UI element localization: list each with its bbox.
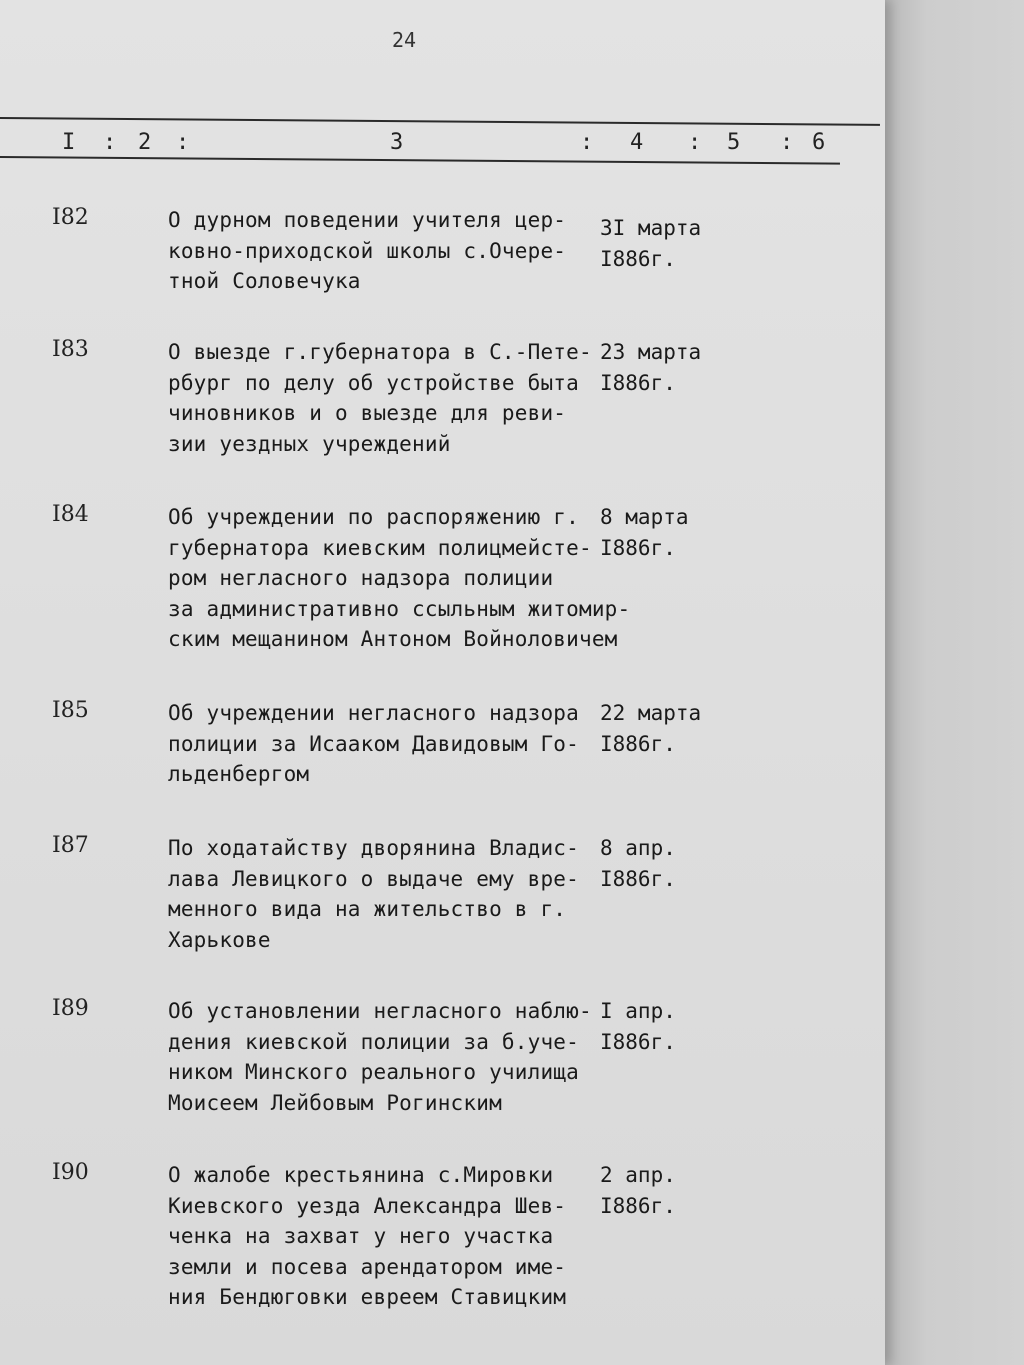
title-line: ром негласного надзора полиции <box>168 566 554 590</box>
title-line: за административно ссыльным житомир- <box>168 596 631 621</box>
title-line: тной Соловечука <box>168 269 361 293</box>
entry-number: I87 <box>52 833 89 858</box>
date-line: I886г. <box>600 1193 676 1218</box>
title-line: ния Бендюговки евреем Ставицким <box>168 1285 567 1309</box>
title-line: льденбергом <box>168 762 310 786</box>
column-header-1: I <box>62 130 76 155</box>
date-line: I886г. <box>600 731 676 756</box>
title-line: менного вида на жительство в г. <box>168 897 567 921</box>
date-line: 3I марта <box>600 216 702 240</box>
date-line: 2 апр. <box>600 1163 676 1187</box>
entry-date <box>600 337 730 398</box>
date-line: I апр. <box>600 999 676 1023</box>
entry-date <box>600 833 730 894</box>
title-line: Моисеем Лейбовым Рогинским <box>168 1090 502 1115</box>
title-line: ским мещанином Антоном Войноловичем <box>168 627 618 651</box>
date-line: I886г. <box>600 1029 676 1054</box>
entry-number: I82 <box>52 205 89 230</box>
entry-date <box>600 996 730 1057</box>
entry-title <box>168 833 598 955</box>
title-line: полиции за Исааком Давидовым Го- <box>168 731 579 756</box>
entry-title <box>168 698 598 790</box>
column-header-2: 2 <box>138 130 152 155</box>
entry-number: I85 <box>52 698 89 723</box>
entry-title <box>168 996 598 1118</box>
title-line: ником Минского реального училища <box>168 1060 579 1084</box>
title-line: По ходатайству дворянина Владис- <box>168 836 579 860</box>
title-line: земли и посева арендатором име- <box>168 1254 567 1279</box>
column-header-6: 6 <box>812 130 826 155</box>
title-line: Об учреждении негласного надзора <box>168 701 579 725</box>
column-header-5: 5 <box>727 130 741 155</box>
title-line: Об учреждении по распоряжению г. <box>168 505 579 529</box>
column-separator: : <box>688 130 702 155</box>
title-line: Об установлении негласного наблю- <box>168 999 592 1023</box>
page-number: 24 <box>392 28 417 52</box>
date-line: 23 марта <box>600 340 702 364</box>
column-separator: : <box>580 130 594 155</box>
date-line: I886г. <box>600 370 676 395</box>
column-header-3: 3 <box>390 130 404 155</box>
entry-number: I84 <box>52 502 89 527</box>
title-line: губернатора киевским полицмейсте- <box>168 535 592 560</box>
title-line: О жалобе крестьянина с.Мировки <box>168 1163 554 1187</box>
date-line: 8 апр. <box>600 836 676 860</box>
title-line: ковно-приходской школы с.Очере- <box>168 238 567 263</box>
column-separator: : <box>103 130 117 155</box>
date-line: I886г. <box>600 246 676 271</box>
entry-title <box>168 502 631 655</box>
title-line: О дурном поведении учителя цер- <box>168 208 567 232</box>
title-line: рбург по делу об устройстве быта <box>168 370 579 395</box>
entry-number: I83 <box>52 337 89 362</box>
title-line: дения киевской полиции за б.уче- <box>168 1029 579 1054</box>
table-header-bottom-rule <box>0 156 840 165</box>
column-separator: : <box>176 130 190 155</box>
date-line: 8 марта <box>600 505 689 529</box>
title-line: ченка на захват у него участка <box>168 1224 554 1248</box>
entry-title <box>168 1160 598 1313</box>
entry-number: I90 <box>52 1160 89 1185</box>
page-edge-shadow <box>885 0 1024 1365</box>
entry-date <box>600 502 730 563</box>
entry-date <box>600 698 730 759</box>
entry-title <box>168 337 598 459</box>
title-line: чиновников и о выезде для реви- <box>168 401 567 425</box>
table-header-top-rule <box>0 117 880 126</box>
date-line: I886г. <box>600 535 676 560</box>
entry-title <box>168 205 598 297</box>
title-line: О выезде г.губернатора в С.-Пете- <box>168 340 592 364</box>
column-separator: : <box>780 130 794 155</box>
entry-number: I89 <box>52 996 89 1021</box>
date-line: I886г. <box>600 866 676 891</box>
title-line: Харькове <box>168 927 271 952</box>
entry-date <box>600 213 730 274</box>
title-line: зии уездных учреждений <box>168 431 451 456</box>
title-line: Киевского уезда Александра Шев- <box>168 1193 567 1218</box>
entry-date <box>600 1160 730 1221</box>
column-header-4: 4 <box>630 130 644 155</box>
date-line: 22 марта <box>600 701 702 725</box>
title-line: лава Левицкого о выдаче ему вре- <box>168 866 579 891</box>
